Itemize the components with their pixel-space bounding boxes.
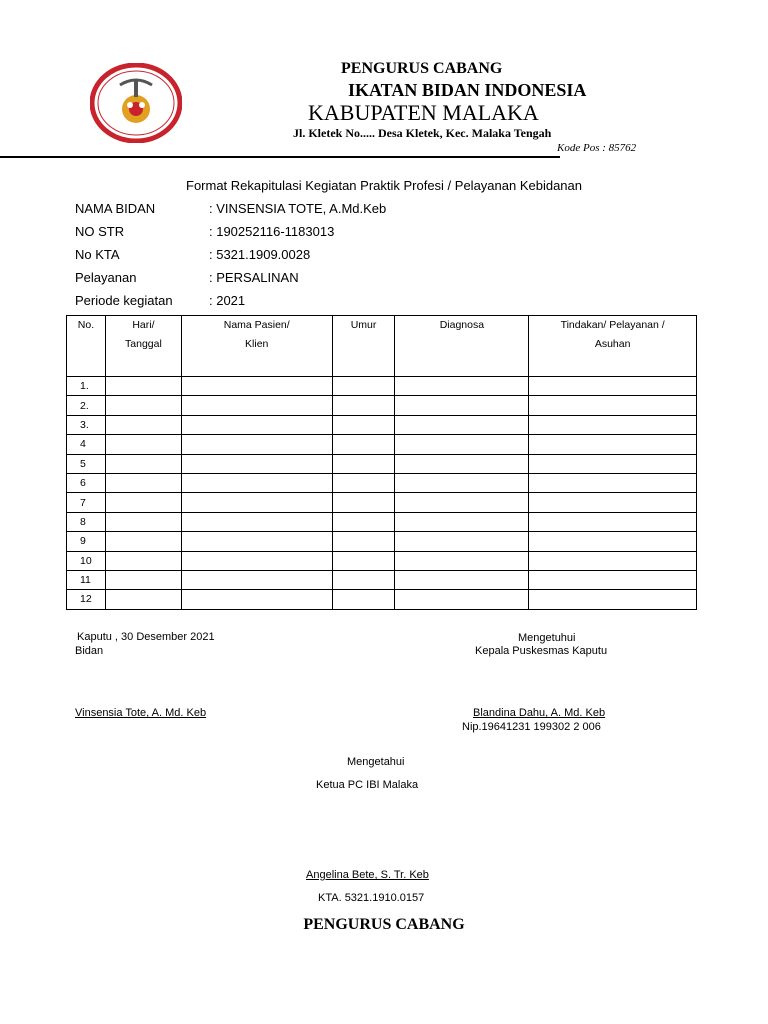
info-value: : 2021 [209, 293, 246, 308]
info-value: : VINSENSIA TOTE, A.Md.Keb [209, 201, 387, 216]
cell [395, 396, 529, 415]
info-label: NAMA BIDAN [75, 201, 156, 216]
table-row [67, 435, 697, 454]
cell [332, 435, 395, 454]
cell [181, 377, 332, 396]
cell [181, 454, 332, 473]
cell [105, 415, 181, 434]
table-row [67, 512, 697, 531]
cell [395, 590, 529, 609]
cell [332, 532, 395, 551]
cell [529, 454, 697, 473]
cell [395, 570, 529, 589]
row-number: 11 [67, 570, 106, 589]
table-row [67, 532, 697, 551]
cell [105, 551, 181, 570]
info-row-nama-bidan [75, 201, 386, 216]
col-header-no: No. [67, 316, 106, 377]
footer-title: PENGURUS CABANG [303, 916, 465, 933]
cell [105, 473, 181, 492]
header-address: Jl. Kletek No..... Desa Kletek, Kec. Malaka Tengah [293, 126, 552, 140]
header-postal: Kode Pos : 85762 [557, 142, 637, 154]
row-number: 10 [67, 551, 106, 570]
cell [181, 570, 332, 589]
col-header-tindakan: Tindakan/ Pelayanan / Asuhan [529, 316, 697, 377]
cell [395, 473, 529, 492]
cell [395, 435, 529, 454]
header-line2: IKATAN BIDAN INDONESIA [348, 80, 587, 100]
row-number: 5 [67, 454, 106, 473]
cell [332, 570, 395, 589]
table-row [67, 493, 697, 512]
cell [332, 473, 395, 492]
info-label: No KTA [75, 247, 120, 262]
row-number: 1. [67, 377, 106, 396]
cell [395, 454, 529, 473]
center-signer-kta: KTA. 5321.1910.0157 [318, 892, 425, 904]
row-number: 4 [67, 435, 106, 454]
right-signer-nip: Nip.19641231 199302 2 006 [462, 721, 601, 733]
cell [395, 377, 529, 396]
right-signer-heading: Mengetuhui [518, 632, 576, 644]
recap-table [66, 315, 697, 610]
info-label: Pelayanan [75, 270, 137, 285]
row-number: 9 [67, 532, 106, 551]
cell [529, 512, 697, 531]
ibi-logo [90, 63, 182, 143]
cell [181, 435, 332, 454]
table-row [67, 396, 697, 415]
cell [529, 493, 697, 512]
info-value: : PERSALINAN [209, 270, 299, 285]
table-row [67, 377, 697, 396]
info-label: NO STR [75, 224, 125, 239]
cell [105, 590, 181, 609]
cell [395, 493, 529, 512]
cell [332, 415, 395, 434]
right-signer-role: Kepala Puskesmas Kaputu [475, 645, 608, 657]
cell [332, 551, 395, 570]
cell [529, 415, 697, 434]
cell [529, 570, 697, 589]
table-row [67, 590, 697, 609]
table-row [67, 415, 697, 434]
cell [105, 493, 181, 512]
cell [105, 512, 181, 531]
cell [181, 551, 332, 570]
cell [105, 532, 181, 551]
left-signer-name: Vinsensia Tote, A. Md. Keb [75, 707, 207, 719]
info-row-periode [75, 293, 245, 308]
header-divider [0, 156, 560, 158]
header-line1: PENGURUS CABANG [341, 60, 503, 77]
cell [529, 590, 697, 609]
cell [332, 590, 395, 609]
row-number: 8 [67, 512, 106, 531]
row-number: 7 [67, 493, 106, 512]
row-number: 12 [67, 590, 106, 609]
center-signer-name: Angelina Bete, S. Tr. Keb [306, 869, 429, 881]
cell [181, 415, 332, 434]
table-row [67, 454, 697, 473]
cell [181, 512, 332, 531]
table-row [67, 473, 697, 492]
table-header-row [67, 316, 697, 377]
info-value: : 190252116-1183013 [209, 224, 335, 239]
cell [181, 493, 332, 512]
cell [395, 551, 529, 570]
cell [181, 473, 332, 492]
left-signer-role: Bidan [75, 645, 104, 657]
info-label: Periode kegiatan [75, 293, 173, 308]
cell [181, 532, 332, 551]
row-number: 6 [67, 473, 106, 492]
cell [332, 377, 395, 396]
cell [332, 454, 395, 473]
cell [332, 396, 395, 415]
cell [105, 377, 181, 396]
col-header-diagnosa: Diagnosa [395, 316, 529, 377]
info-row-no-str [75, 224, 334, 239]
place-date: Kaputu , 30 Desember 2021 [77, 631, 215, 643]
row-number: 2. [67, 396, 106, 415]
form-title: Format Rekapitulasi Kegiatan Praktik Profesi / Pelayanan Kebidanan [186, 178, 582, 193]
table-row [67, 570, 697, 589]
col-header-umur: Umur [332, 316, 395, 377]
cell [529, 532, 697, 551]
cell [105, 454, 181, 473]
cell [181, 396, 332, 415]
cell [529, 473, 697, 492]
info-row-pelayanan [75, 270, 299, 285]
col-header-hari-tanggal: Hari/ Tanggal [105, 316, 181, 377]
cell [332, 512, 395, 531]
row-number: 3. [67, 415, 106, 434]
cell [529, 396, 697, 415]
cell [529, 551, 697, 570]
cell [332, 493, 395, 512]
cell [395, 512, 529, 531]
right-signer-name: Blandina Dahu, A. Md. Keb [473, 707, 606, 719]
cell [105, 570, 181, 589]
cell [395, 532, 529, 551]
cell [529, 435, 697, 454]
cell [529, 377, 697, 396]
info-row-no-kta [75, 247, 310, 262]
cell [105, 435, 181, 454]
cell [105, 396, 181, 415]
cell [395, 415, 529, 434]
header-line3: KABUPATEN MALAKA [308, 100, 539, 125]
col-header-nama-pasien: Nama Pasien/ Klien [181, 316, 332, 377]
cell [181, 590, 332, 609]
info-value: : 5321.1909.0028 [209, 247, 311, 262]
table-row [67, 551, 697, 570]
center-signer-heading: Mengetahui [347, 756, 405, 768]
center-signer-role: Ketua PC IBI Malaka [316, 779, 419, 791]
